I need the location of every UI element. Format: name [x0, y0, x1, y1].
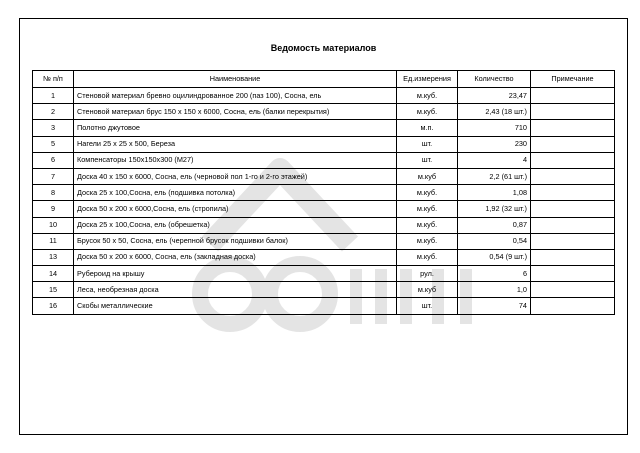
cell-unit: м.куб.: [397, 201, 458, 217]
cell-name: Нагели 25 х 25 х 500, Береза: [74, 136, 397, 152]
table-row: [33, 249, 615, 265]
cell-name: Доска 40 х 150 х 6000, Сосна, ель (черновой пол 1-го и 2-го этажей): [74, 168, 397, 184]
header-note: Примечание: [531, 71, 615, 88]
cell-name: Доска 50 х 200 х 6000,Сосна, ель (стропила): [74, 201, 397, 217]
cell-name: Доска 25 х 100,Сосна, ель (подшивка потолка): [74, 185, 397, 201]
cell-note: [531, 217, 615, 233]
table-row: [33, 136, 615, 152]
cell-unit: м.куб: [397, 282, 458, 298]
cell-num: 3: [33, 120, 74, 136]
cell-name: Леса, необрезная доска: [74, 282, 397, 298]
cell-note: [531, 168, 615, 184]
cell-unit: м.куб.: [397, 249, 458, 265]
cell-name: Доска 50 х 200 х 6000, Сосна, ель (закладная доска): [74, 249, 397, 265]
cell-name: Доска 25 х 100,Сосна, ель (обрешетка): [74, 217, 397, 233]
cell-unit: м.п.: [397, 120, 458, 136]
table-row: [33, 120, 615, 136]
cell-note: [531, 249, 615, 265]
document-sheet: [19, 18, 628, 435]
cell-num: 14: [33, 266, 74, 282]
cell-unit: м.куб.: [397, 104, 458, 120]
table-row: [33, 201, 615, 217]
cell-note: [531, 266, 615, 282]
cell-unit: м.куб.: [397, 233, 458, 249]
cell-name: Рубероид на крышу: [74, 266, 397, 282]
table-row: [33, 233, 615, 249]
cell-num: 1: [33, 88, 74, 104]
table-row: [33, 168, 615, 184]
table-row: [33, 217, 615, 233]
cell-num: 9: [33, 201, 74, 217]
table-row: [33, 104, 615, 120]
cell-num: 10: [33, 217, 74, 233]
cell-qty: 2,2 (61 шт.): [458, 168, 531, 184]
cell-unit: м.куб.: [397, 88, 458, 104]
cell-unit: м.куб: [397, 168, 458, 184]
cell-qty: 710: [458, 120, 531, 136]
cell-note: [531, 201, 615, 217]
cell-num: 15: [33, 282, 74, 298]
cell-unit: шт.: [397, 136, 458, 152]
cell-note: [531, 88, 615, 104]
cell-name: Скобы металлические: [74, 298, 397, 314]
cell-note: [531, 120, 615, 136]
cell-unit: рул.: [397, 266, 458, 282]
cell-name: Компенсаторы 150х150х300 (М27): [74, 152, 397, 168]
header-unit: Ед.измерения: [397, 71, 458, 88]
cell-num: 16: [33, 298, 74, 314]
cell-note: [531, 152, 615, 168]
cell-qty: 1,0: [458, 282, 531, 298]
cell-num: 6: [33, 152, 74, 168]
cell-qty: 4: [458, 152, 531, 168]
table-header-row: [33, 71, 615, 88]
cell-qty: 230: [458, 136, 531, 152]
table-row: [33, 185, 615, 201]
cell-num: 11: [33, 233, 74, 249]
cell-name: Брусок 50 х 50, Сосна, ель (черепной брусок подшивки балок): [74, 233, 397, 249]
header-num: № п/п: [33, 71, 74, 88]
cell-note: [531, 298, 615, 314]
header-qty: Количество: [458, 71, 531, 88]
cell-num: 2: [33, 104, 74, 120]
cell-note: [531, 136, 615, 152]
table-row: [33, 266, 615, 282]
cell-qty: 0,54 (9 шт.): [458, 249, 531, 265]
cell-note: [531, 233, 615, 249]
cell-qty: 0,54: [458, 233, 531, 249]
cell-note: [531, 282, 615, 298]
cell-qty: 1,92 (32 шт.): [458, 201, 531, 217]
cell-name: Стеновой материал бревно оцилиндрованное 200 (паз 100), Сосна, ель: [74, 88, 397, 104]
table-row: [33, 282, 615, 298]
cell-qty: 6: [458, 266, 531, 282]
cell-note: [531, 104, 615, 120]
cell-num: 5: [33, 136, 74, 152]
table-row: [33, 298, 615, 314]
cell-unit: шт.: [397, 152, 458, 168]
cell-num: 13: [33, 249, 74, 265]
cell-unit: м.куб.: [397, 185, 458, 201]
table-row: [33, 88, 615, 104]
materials-table: [32, 70, 615, 315]
cell-qty: 23,47: [458, 88, 531, 104]
document-title: Ведомость материалов: [270, 43, 377, 53]
cell-name: Полотно джутовое: [74, 120, 397, 136]
cell-qty: 1,08: [458, 185, 531, 201]
cell-qty: 74: [458, 298, 531, 314]
cell-note: [531, 185, 615, 201]
cell-num: 7: [33, 168, 74, 184]
header-name: Наименование: [74, 71, 397, 88]
cell-num: 8: [33, 185, 74, 201]
cell-name: Стеновой материал брус 150 х 150 х 6000, Сосна, ель (балки перекрытия): [74, 104, 397, 120]
table-row: [33, 152, 615, 168]
cell-qty: 0,87: [458, 217, 531, 233]
cell-qty: 2,43 (18 шт.): [458, 104, 531, 120]
cell-unit: м.куб.: [397, 217, 458, 233]
cell-unit: шт.: [397, 298, 458, 314]
